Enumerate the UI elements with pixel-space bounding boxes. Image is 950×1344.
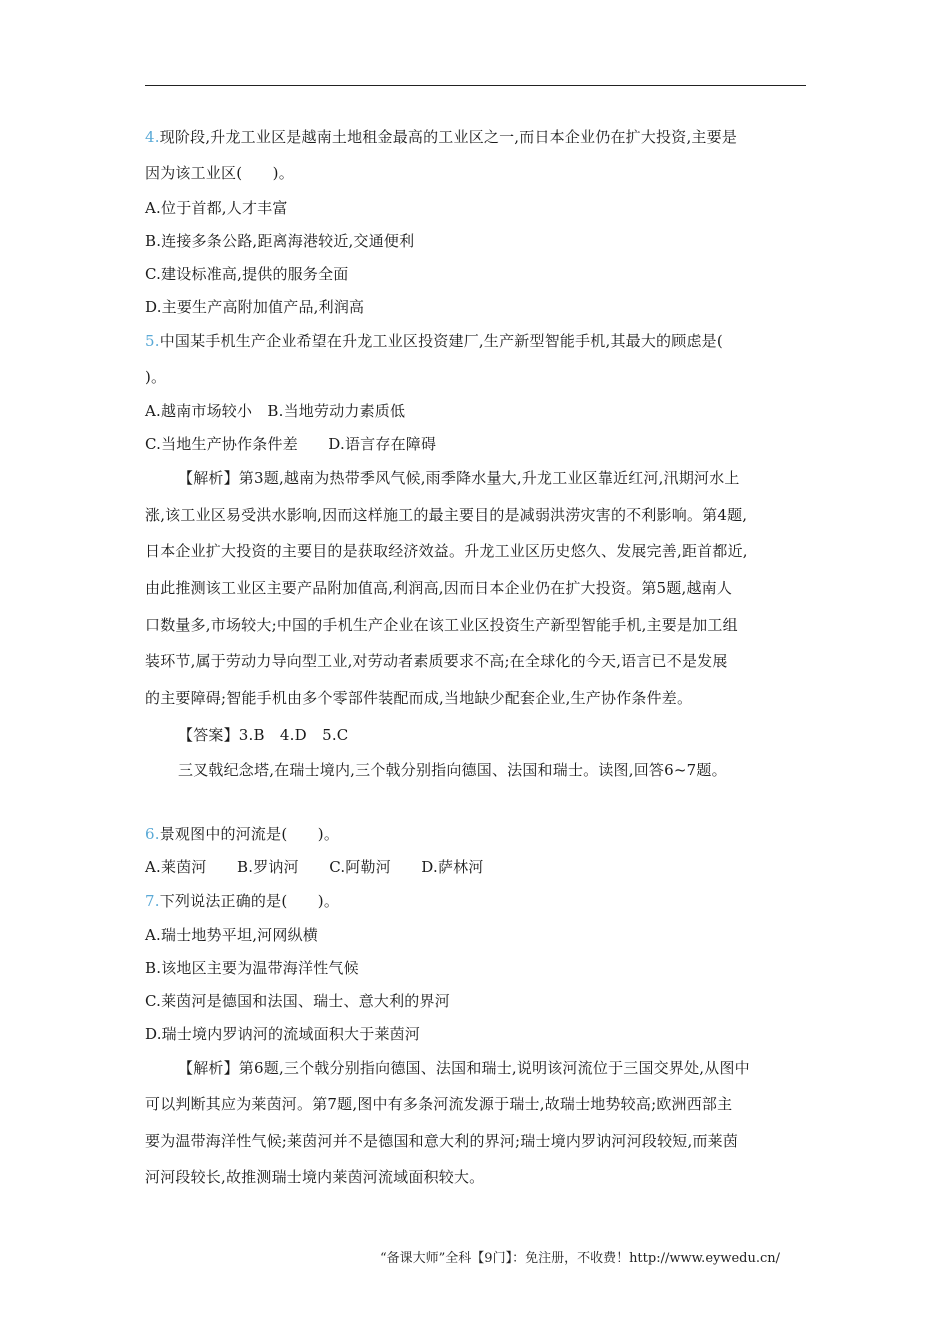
answer1: 【答案】3.B 4.D 5.C — [178, 726, 349, 744]
header-rule — [145, 85, 806, 86]
q4-stem-line1: 4.现阶段,升龙工业区是越南土地租金最高的工业区之一,而日本企业仍在扩大投资,主要是 — [145, 128, 738, 146]
q5-stem-line1: 5.中国某手机生产企业希望在升龙工业区投资建厂,生产新型智能手机,其最大的顾虑是( — [145, 332, 723, 350]
q5-options-row1: A.越南市场较小 B.当地劳动力素质低 — [145, 402, 406, 420]
q7-stem: 7.下列说法正确的是( )。 — [145, 892, 340, 910]
intro-text: 三叉戟纪念塔,在瑞士境内,三个戟分别指向德国、法国和瑞士。读图,回答6~7题。 — [178, 761, 727, 779]
q4-stem-line2: 因为该工业区( )。 — [145, 164, 294, 182]
q4-option-c: C.建设标准高,提供的服务全面 — [145, 265, 349, 283]
q7-option-b: B.该地区主要为温带海洋性气候 — [145, 959, 359, 977]
analysis1-line: 涨,该工业区易受洪水影响,因而这样施工的最主要目的是减弱洪涝灾害的不利影响。第4题, — [145, 506, 748, 524]
q6-options: A.莱茵河 B.罗讷河 C.阿勒河 D.萨林河 — [145, 858, 484, 876]
analysis2-line: 可以判断其应为莱茵河。第7题,图中有多条河流发源于瑞士,故瑞士地势较高;欧洲西部主 — [145, 1095, 733, 1113]
q7-option-d: D.瑞士境内罗讷河的流域面积大于莱茵河 — [145, 1025, 421, 1043]
analysis1-line: 口数量多,市场较大;中国的手机生产企业在该工业区投资生产新型智能手机,主要是加工组 — [145, 616, 738, 634]
analysis1-line: 由此推测该工业区主要产品附加值高,利润高,因而日本企业仍在扩大投资。第5题,越南人 — [145, 579, 733, 597]
q5-number: 5. — [145, 332, 160, 350]
q4-option-d: D.主要生产高附加值产品,利润高 — [145, 298, 365, 316]
q7-option-c: C.莱茵河是德国和法国、瑞士、意大利的界河 — [145, 992, 450, 1010]
analysis1-line: 装环节,属于劳动力导向型工业,对劳动者素质要求不高;在全球化的今天,语言已不是发展 — [145, 652, 728, 670]
analysis2-line: 要为温带海洋性气候;莱茵河并不是德国和意大利的界河;瑞士境内罗讷河河段较短,而莱茵 — [145, 1132, 739, 1150]
analysis1-line: 日本企业扩大投资的主要目的是获取经济效益。升龙工业区历史悠久、发展完善,距首都近, — [145, 542, 748, 560]
q5-stem-line2: )。 — [145, 368, 167, 386]
analysis1-line: 的主要障碍;智能手机由多个零部件装配而成,当地缺少配套企业,生产协作条件差。 — [145, 689, 693, 707]
q4-option-a: A.位于首都,人才丰富 — [145, 199, 288, 217]
page-footer: “备课大师”全科【9门】：免注册，不收费！http://www.eywedu.cn/ — [380, 1251, 781, 1266]
q4-number: 4. — [145, 128, 160, 146]
analysis2-line: 【解析】第6题,三个戟分别指向德国、法国和瑞士,说明该河流位于三国交界处,从图中 — [178, 1059, 750, 1077]
q7-number: 7. — [145, 892, 160, 910]
analysis1-line: 【解析】第3题,越南为热带季风气候,雨季降水量大,升龙工业区靠近红河,汛期河水上 — [178, 469, 740, 487]
q7-option-a: A.瑞士地势平坦,河网纵横 — [145, 926, 318, 944]
q6-number: 6. — [145, 825, 160, 843]
q6-stem: 6.景观图中的河流是( )。 — [145, 825, 340, 843]
analysis2-line: 河河段较长,故推测瑞士境内莱茵河流域面积较大。 — [145, 1168, 485, 1186]
q4-option-b: B.连接多条公路,距离海港较近,交通便利 — [145, 232, 415, 250]
q5-options-row2: C.当地生产协作条件差 D.语言存在障碍 — [145, 435, 437, 453]
